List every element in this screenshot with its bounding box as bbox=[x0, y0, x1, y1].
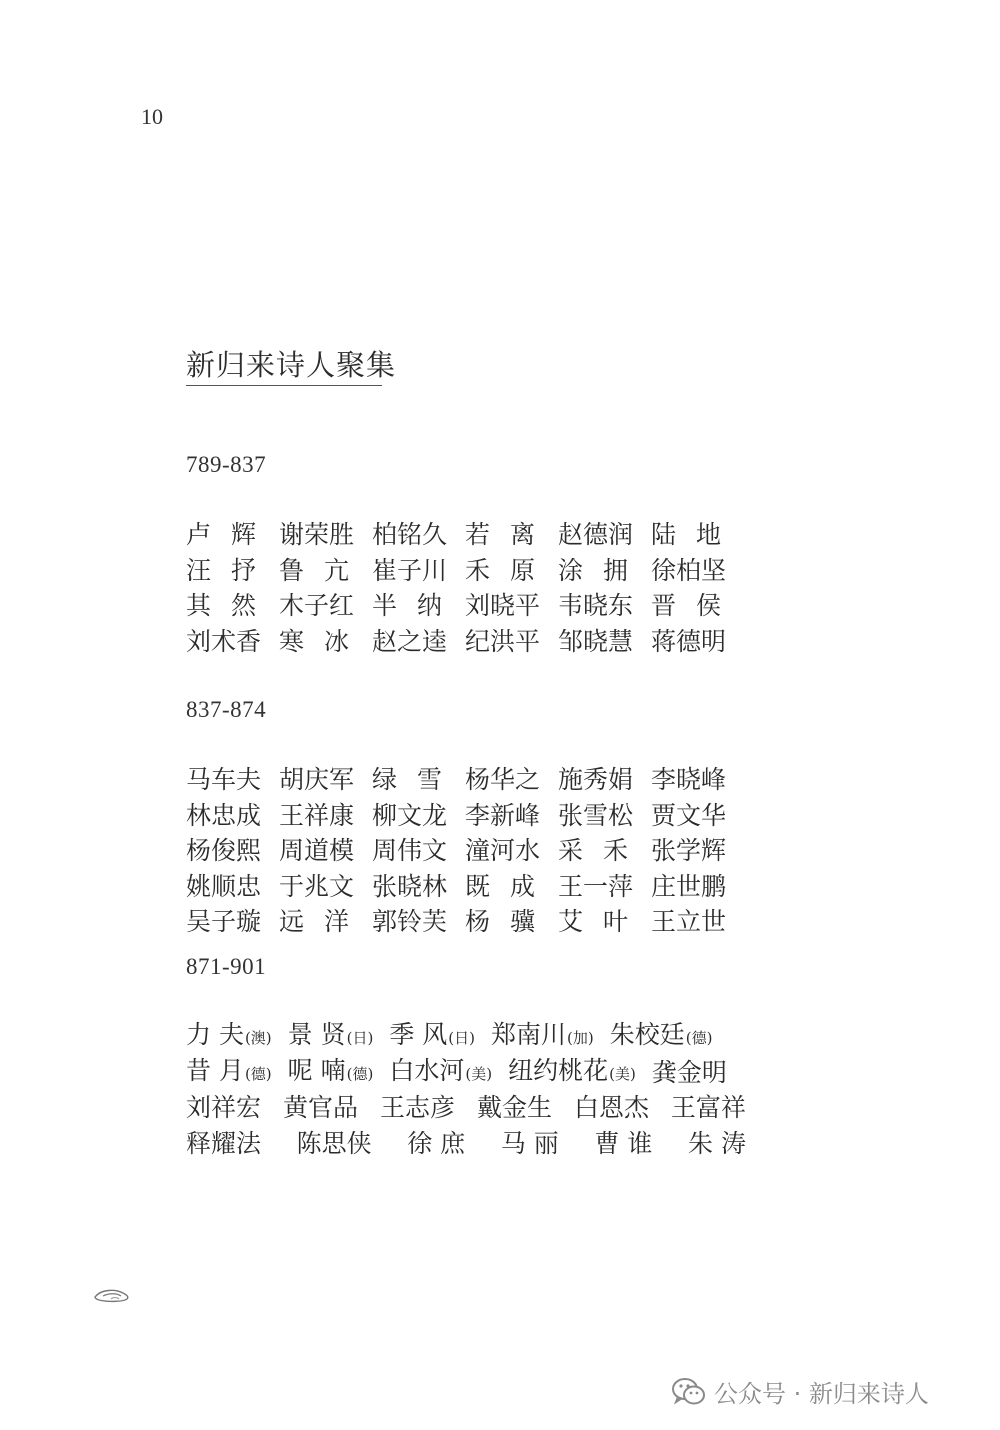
poet-name: 卢 辉 bbox=[186, 520, 256, 549]
poet-name: 王富祥 bbox=[670, 1093, 746, 1122]
poet-name: 黄官品 bbox=[282, 1093, 358, 1122]
country-tag: (美) bbox=[465, 1064, 493, 1083]
poet-entry bbox=[186, 1017, 272, 1057]
poet-entry bbox=[594, 1126, 652, 1162]
poet-name: 王一萍 bbox=[558, 871, 634, 901]
poet-name: 刘祥宏 bbox=[186, 1093, 262, 1122]
poet-name: 曹 谁 bbox=[594, 1128, 653, 1158]
poet-entry bbox=[491, 1017, 594, 1057]
poet-name: 纽约桃花 bbox=[508, 1055, 609, 1085]
poet-entry bbox=[288, 1017, 374, 1057]
watermark bbox=[672, 1374, 929, 1409]
poet-entry bbox=[389, 1053, 492, 1093]
watermark-text: 公众号 · 新归来诗人 bbox=[714, 1380, 929, 1408]
poet-entry bbox=[389, 1017, 475, 1057]
poet-name: 朱 涛 bbox=[688, 1128, 746, 1158]
poet-entry bbox=[186, 1126, 261, 1162]
poet-name: 李晓峰 bbox=[651, 765, 727, 794]
poet-name: 贾文华 bbox=[651, 800, 727, 830]
poet-name: 王志彦 bbox=[379, 1093, 455, 1122]
poet-entry bbox=[671, 1090, 746, 1126]
names-line bbox=[186, 1090, 746, 1126]
poet-name: 晋 侯 bbox=[651, 591, 721, 620]
poet-name: 杨 骥 bbox=[465, 907, 535, 936]
poet-name: 汪 抒 bbox=[186, 555, 256, 585]
poet-name: 若 离 bbox=[465, 520, 535, 549]
wechat-icon bbox=[672, 1377, 706, 1407]
poet-entry bbox=[186, 1053, 272, 1093]
poet-name: 朱校廷 bbox=[609, 1020, 685, 1049]
names-line bbox=[186, 1019, 746, 1055]
poet-name: 禾 原 bbox=[465, 555, 535, 585]
poet-name: 季 风 bbox=[389, 1020, 448, 1049]
names-line bbox=[186, 1126, 746, 1162]
poet-name: 韦晓东 bbox=[558, 591, 634, 620]
poet-name: 李新峰 bbox=[465, 800, 541, 830]
poet-name: 涂 拥 bbox=[558, 555, 628, 585]
poet-name: 潼河水 bbox=[465, 836, 541, 865]
country-tag: (美) bbox=[609, 1064, 636, 1083]
poet-name: 杨华之 bbox=[465, 765, 541, 794]
poet-entry bbox=[574, 1090, 649, 1126]
poet-name: 纪洪平 bbox=[465, 626, 541, 656]
page-range: 871-901 bbox=[186, 954, 267, 979]
poet-name: 释耀法 bbox=[186, 1128, 262, 1158]
names-list bbox=[186, 517, 744, 659]
country-tag: (日) bbox=[346, 1029, 374, 1047]
country-tag: (加) bbox=[567, 1029, 594, 1047]
poet-group bbox=[186, 697, 744, 940]
poet-name: 半 纳 bbox=[372, 591, 442, 620]
poet-name: 周伟文 bbox=[372, 836, 448, 865]
poet-name: 施秀娟 bbox=[558, 765, 634, 794]
poet-group bbox=[186, 954, 746, 1161]
names-list bbox=[186, 762, 744, 940]
poet-name: 徐 庶 bbox=[407, 1128, 466, 1158]
poet-name: 其 然 bbox=[186, 591, 256, 620]
poet-name: 刘晓平 bbox=[465, 591, 541, 620]
poet-name: 力 夫 bbox=[186, 1020, 244, 1049]
country-tag: (德) bbox=[346, 1064, 374, 1083]
poet-name: 陆 地 bbox=[651, 520, 721, 549]
poet-name: 谢荣胜 bbox=[279, 520, 355, 549]
poet-name: 木子红 bbox=[279, 591, 355, 620]
names-list bbox=[186, 1019, 746, 1161]
poet-name: 杨俊熙 bbox=[186, 836, 262, 865]
poet-name: 张雪松 bbox=[558, 800, 634, 830]
poet-entry bbox=[380, 1090, 455, 1126]
poet-name: 马车夫 bbox=[186, 765, 262, 794]
poet-name: 马 丽 bbox=[500, 1128, 559, 1158]
poet-name: 崔子川 bbox=[372, 555, 448, 585]
poet-name: 远 洋 bbox=[279, 907, 349, 936]
country-tag: (德) bbox=[685, 1029, 713, 1047]
poet-name: 林忠成 bbox=[186, 800, 262, 830]
poet-name: 采 禾 bbox=[558, 836, 628, 865]
poet-name: 王立世 bbox=[651, 907, 727, 936]
poet-name: 赵德润 bbox=[558, 520, 634, 549]
poet-name: 既 成 bbox=[465, 871, 535, 901]
poet-name: 柏铭久 bbox=[372, 520, 448, 549]
ornament-icon bbox=[93, 1287, 131, 1303]
poet-name: 陈思侠 bbox=[296, 1128, 372, 1158]
poet-name: 戴金生 bbox=[476, 1093, 552, 1122]
country-tag: (澳) bbox=[244, 1029, 272, 1047]
poet-name: 呢 喃 bbox=[287, 1055, 346, 1085]
poet-name: 邹晓慧 bbox=[558, 626, 634, 656]
poet-name: 白水河 bbox=[389, 1055, 465, 1085]
poet-name: 胡庆军 bbox=[279, 765, 355, 794]
poet-name: 白恩杰 bbox=[573, 1093, 649, 1122]
poet-entry bbox=[610, 1017, 713, 1057]
poet-name: 昔 月 bbox=[186, 1055, 244, 1085]
title-underline bbox=[186, 385, 382, 386]
country-tag: (日) bbox=[448, 1029, 476, 1047]
page-range: 789-837 bbox=[186, 452, 267, 477]
poet-name: 姚顺忠 bbox=[186, 871, 262, 901]
poet-name: 于兆文 bbox=[279, 871, 355, 901]
poet-entry bbox=[508, 1053, 636, 1093]
poet-name: 庄世鹏 bbox=[651, 871, 727, 901]
poet-name: 张学辉 bbox=[651, 836, 727, 865]
poet-entry bbox=[407, 1126, 465, 1162]
section-title: 新归来诗人聚集 bbox=[186, 348, 397, 382]
page-range: 837-874 bbox=[186, 697, 267, 722]
poet-entry bbox=[283, 1090, 358, 1126]
poet-entry bbox=[501, 1126, 559, 1162]
poet-group bbox=[186, 452, 744, 659]
poet-name: 赵之逵 bbox=[372, 626, 448, 656]
poet-name: 蒋德明 bbox=[651, 626, 727, 656]
poet-name: 鲁 亢 bbox=[279, 555, 349, 585]
page-number: 10 bbox=[141, 104, 163, 129]
poet-name: 吴子璇 bbox=[186, 907, 262, 936]
poet-name: 王祥康 bbox=[279, 800, 355, 830]
names-line bbox=[186, 1055, 746, 1091]
poet-name: 寒 冰 bbox=[279, 626, 349, 656]
poet-name: 龚金明 bbox=[651, 1057, 727, 1087]
poet-name: 柳文龙 bbox=[372, 800, 448, 830]
poet-entry bbox=[186, 1090, 261, 1126]
poet-entry bbox=[688, 1126, 746, 1162]
country-tag: (德) bbox=[244, 1064, 272, 1083]
poet-name: 郑南川 bbox=[491, 1020, 567, 1049]
poet-name: 艾 叶 bbox=[558, 907, 628, 936]
poet-entry bbox=[652, 1055, 727, 1091]
poet-entry bbox=[288, 1053, 374, 1093]
poet-name: 徐柏坚 bbox=[651, 555, 727, 585]
poet-name: 刘术香 bbox=[186, 626, 262, 656]
poet-name: 周道模 bbox=[279, 836, 355, 865]
poet-name: 绿 雪 bbox=[372, 765, 442, 794]
poet-name: 张晓林 bbox=[372, 871, 448, 901]
poet-entry bbox=[297, 1126, 372, 1162]
poet-name: 郭铃芙 bbox=[372, 907, 448, 936]
poet-name: 景 贤 bbox=[287, 1020, 346, 1049]
poet-entry bbox=[477, 1090, 552, 1126]
